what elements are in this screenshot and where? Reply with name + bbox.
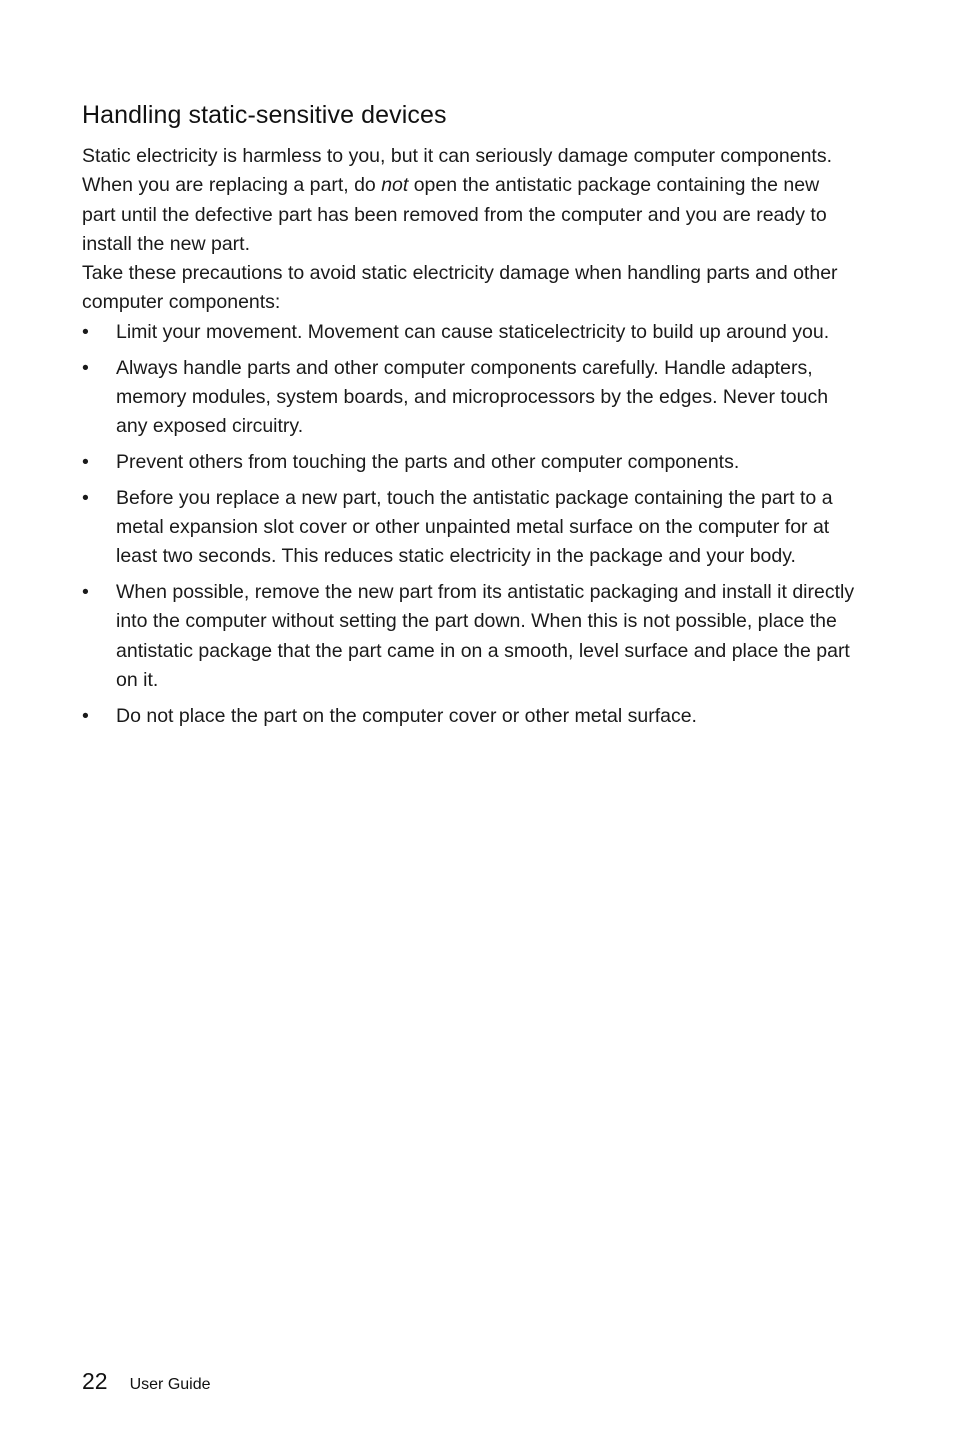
- emphasis-not: not: [381, 174, 409, 197]
- list-item-text: Limit your movement. Movement can cause staticelectricity to build up around you.: [116, 320, 830, 343]
- list-item: [82, 702, 857, 731]
- list-item: [82, 484, 857, 572]
- guide-title: User Guide: [129, 1376, 211, 1393]
- list-item: [82, 578, 857, 695]
- list-item-text: Do not place the part on the computer cover or other metal surface.: [116, 704, 697, 727]
- bullet-glyph: •: [82, 356, 89, 379]
- intro-paragraph: Static electricity is harmless to you, but it can seriously damage computer components.: [82, 145, 832, 167]
- bullet-glyph: •: [82, 581, 89, 604]
- list-item-text: When possible, remove the new part from its antistatic packaging and install it directly into the computer without setting the part down. When this is not possible, place the antistatic package that the part came in on a smooth, level surface and place the part on it.: [116, 581, 855, 692]
- bullet-glyph: •: [82, 704, 89, 727]
- precautions-list: [82, 318, 857, 731]
- bullet-glyph: •: [82, 450, 89, 473]
- page-content: [82, 98, 857, 738]
- list-item: [82, 354, 857, 442]
- page-number: 22: [82, 1368, 108, 1394]
- replacement-text-start: When you are replacing a part, do: [82, 174, 382, 197]
- list-item: [82, 318, 857, 347]
- bullet-glyph: •: [82, 320, 89, 343]
- list-item: [82, 448, 857, 477]
- bullet-glyph: •: [82, 486, 89, 509]
- list-item-text: Before you replace a new part, touch the antistatic package containing the part to a metal expansion slot cover or other unpainted metal surface on the computer for at least two seconds. This reduces static electricity in the package and your body.: [116, 486, 833, 568]
- list-item-text: Always handle parts and other computer components carefully. Handle adapters, memory modules, system boards, and microprocessors by the edges. Never touch any exposed circuitry.: [116, 356, 829, 438]
- list-item-text: Prevent others from touching the parts and other computer components.: [116, 450, 740, 473]
- replacement-text-end: open the antistatic package containing the new part until the defective part has been removed from the computer and you are ready to install the new part.: [82, 174, 827, 255]
- precautions-intro: Take these precautions to avoid static electricity damage when handling parts and other computer components:: [82, 262, 838, 314]
- section-heading: Handling static-sensitive devices: [82, 101, 447, 129]
- replacement-paragraph: [82, 171, 857, 259]
- page-footer: [82, 1366, 211, 1396]
